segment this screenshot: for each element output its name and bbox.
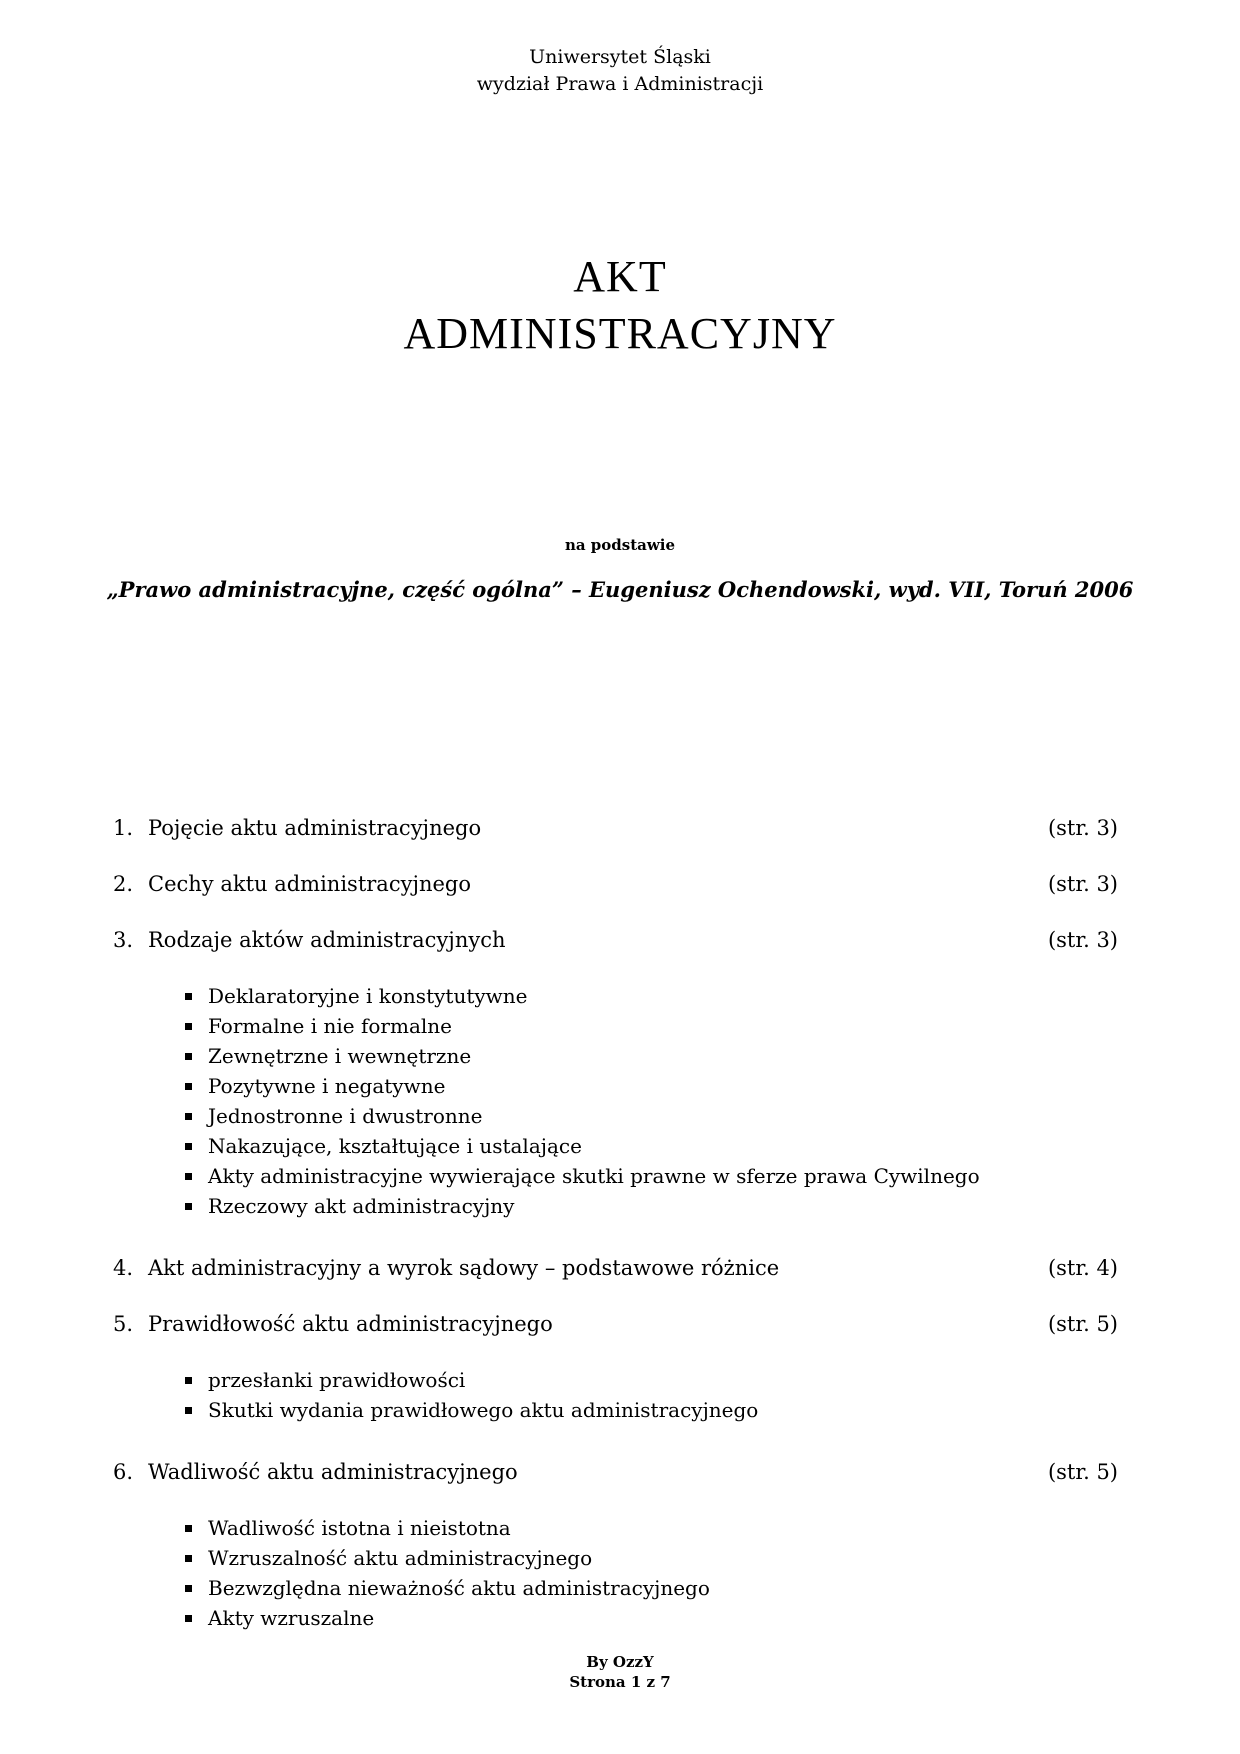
toc-sub-item-label: Akty administracyjne wywierające skutki prawne w sferze prawa Cywilnego — [208, 1164, 980, 1188]
toc-sub-item — [113, 1071, 1118, 1101]
toc-sub-item — [113, 1513, 1118, 1543]
table-of-contents — [113, 813, 1118, 1665]
toc-sub-list — [113, 1365, 1118, 1425]
toc-sub-item-label: Zewnętrzne i wewnętrzne — [208, 1044, 472, 1068]
toc-item-number: 5. — [113, 1312, 134, 1336]
university-name: Uniwersytet Śląski — [529, 46, 711, 68]
toc-sub-item-label: Formalne i nie formalne — [208, 1014, 452, 1038]
toc-item — [113, 1253, 1118, 1283]
document-title — [0, 248, 1240, 362]
document-header — [0, 44, 1240, 98]
toc-sub-item — [113, 1365, 1118, 1395]
toc-sub-item — [113, 1543, 1118, 1573]
document-title-line2: ADMINISTRACYJNY — [403, 309, 837, 358]
toc-sub-item — [113, 1041, 1118, 1071]
toc-item — [113, 813, 1118, 843]
toc-sub-item — [113, 1161, 1118, 1191]
toc-item-number: 6. — [113, 1460, 134, 1484]
toc-sub-item — [113, 1191, 1118, 1221]
document-title-line1: AKT — [573, 252, 667, 301]
toc-item-label: Wadliwość aktu administracyjnego — [148, 1460, 518, 1484]
bullet-square-icon — [185, 1525, 192, 1532]
toc-sub-item — [113, 1101, 1118, 1131]
toc-sub-item-label: Bezwzględna nieważność aktu administracyjnego — [208, 1576, 710, 1600]
toc-sub-item — [113, 1603, 1118, 1633]
toc-sub-list — [113, 1513, 1118, 1633]
toc-page-ref: (str. 5) — [1047, 1312, 1118, 1336]
footer-author: By OzzY — [586, 1653, 654, 1671]
toc-page-ref: (str. 5) — [1047, 1460, 1118, 1484]
toc-sub-item-label: Wadliwość istotna i nieistotna — [208, 1516, 511, 1540]
toc-sub-item-label: Deklaratoryjne i konstytutywne — [208, 984, 528, 1008]
bullet-square-icon — [185, 1615, 192, 1622]
bullet-square-icon — [185, 1585, 192, 1592]
toc-item-label: Prawidłowość aktu administracyjnego — [148, 1312, 553, 1336]
toc-item — [113, 1309, 1118, 1339]
source-citation: „Prawo administracyjne, część ogólna” – Eugeniusz Ochendowski, wyd. VII, Toruń 2006 — [106, 577, 1134, 602]
toc-page-ref: (str. 4) — [1047, 1256, 1118, 1280]
bullet-square-icon — [185, 1053, 192, 1060]
bullet-square-icon — [185, 1555, 192, 1562]
toc-sub-item — [113, 1573, 1118, 1603]
toc-sub-item — [113, 1131, 1118, 1161]
bullet-square-icon — [185, 1203, 192, 1210]
bullet-square-icon — [185, 1143, 192, 1150]
toc-page-ref: (str. 3) — [1047, 816, 1118, 840]
document-footer — [0, 1652, 1240, 1692]
basis-label: na podstawie — [564, 536, 676, 554]
bullet-square-icon — [185, 1023, 192, 1030]
bullet-square-icon — [185, 1083, 192, 1090]
toc-item-number: 1. — [113, 816, 134, 840]
toc-sub-item-label: Skutki wydania prawidłowego aktu administracyjnego — [208, 1398, 759, 1422]
bullet-square-icon — [185, 1407, 192, 1414]
toc-item — [113, 1457, 1118, 1487]
toc-item-number: 3. — [113, 928, 134, 952]
toc-page-ref: (str. 3) — [1047, 872, 1118, 896]
toc-sub-item-label: Akty wzruszalne — [208, 1606, 375, 1630]
bullet-square-icon — [185, 1113, 192, 1120]
toc-item-label: Pojęcie aktu administracyjnego — [148, 816, 482, 840]
toc-item-label: Cechy aktu administracyjnego — [148, 872, 471, 896]
faculty-name: wydział Prawa i Administracji — [476, 73, 764, 95]
bullet-square-icon — [185, 993, 192, 1000]
toc-item-number: 4. — [113, 1256, 134, 1280]
footer-page-number: Strona 1 z 7 — [569, 1673, 671, 1691]
toc-item — [113, 869, 1118, 899]
toc-page-ref: (str. 3) — [1047, 928, 1118, 952]
toc-sub-item-label: Rzeczowy akt administracyjny — [208, 1194, 515, 1218]
toc-item-label: Rodzaje aktów administracyjnych — [148, 928, 506, 952]
toc-sub-item-label: Nakazujące, kształtujące i ustalające — [208, 1134, 582, 1158]
toc-sub-item-label: Wzruszalność aktu administracyjnego — [208, 1546, 593, 1570]
toc-item-label: Akt administracyjny a wyrok sądowy – podstawowe różnice — [148, 1256, 780, 1280]
toc-sub-item — [113, 1395, 1118, 1425]
toc-sub-item-label: przesłanki prawidłowości — [208, 1368, 466, 1392]
toc-sub-item-label: Jednostronne i dwustronne — [208, 1104, 483, 1128]
bullet-square-icon — [185, 1377, 192, 1384]
toc-sub-item-label: Pozytywne i negatywne — [208, 1074, 446, 1098]
toc-item-number: 2. — [113, 872, 134, 896]
toc-sub-item — [113, 1011, 1118, 1041]
bullet-square-icon — [185, 1173, 192, 1180]
toc-sub-list — [113, 981, 1118, 1221]
toc-item — [113, 925, 1118, 955]
toc-sub-item — [113, 981, 1118, 1011]
